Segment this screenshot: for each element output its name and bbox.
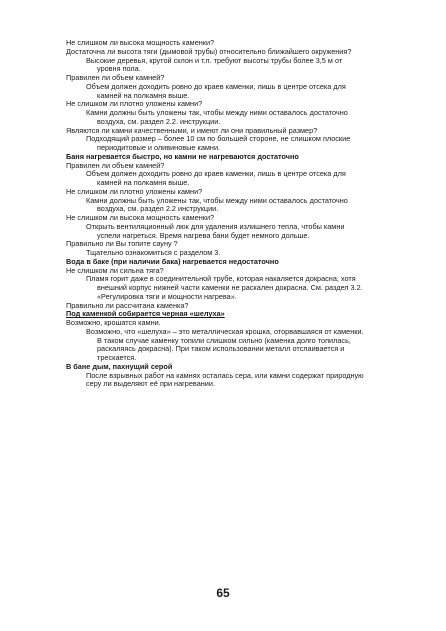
answer-line: серу ли выделяют её при нагревании.: [86, 379, 215, 389]
answer-line: успели нагреться. Время нагрева бани будет немного дольше.: [97, 230, 310, 240]
question-line: Не слишком ли сильна тяга?: [66, 265, 164, 275]
answer-line: В таком случае каменку топили слишком сильно (каменка долго топилась,: [97, 335, 351, 345]
answer-line: камней на полкамня выше.: [97, 90, 190, 100]
answer-line: Камни должны быть уложены так, чтобы между ними оставалось достаточно: [86, 195, 348, 205]
answer-line: раскаляясь докрасна). При таком использовании металл отслаивается и: [97, 344, 345, 354]
section-heading: В бане дым, пахнущий серой: [66, 361, 173, 371]
answer-line: Возможно, что «шелуха» – это металлическая крошка, оторвавшаяся от каменки.: [86, 326, 364, 336]
question-line: Являются ли камни качественными, и имеют ли они правильный размер?: [66, 125, 318, 135]
answer-line: Объем должен доходить ровно до краев каменки, лишь в центре отсека для: [86, 81, 346, 91]
section-heading: Вода в баке (при наличии бака) нагревается недостаточно: [66, 256, 279, 266]
page-number: 65: [216, 586, 230, 600]
answer-line: После взрывных работ на камнях осталась сера, или камни содержат природную: [86, 370, 364, 380]
answer-line: Открыть вентиляционный люк для удаления излишнего тепла, чтобы камни: [86, 221, 345, 231]
answer-line: воздуха, см. раздел 2.2. инструкции.: [97, 116, 221, 126]
answer-line: Подходящий размер – более 10 см по большей стороне, не слишком плоские: [86, 134, 351, 144]
answer-line: трескается.: [97, 353, 137, 362]
answer-line: Пламя горит даже в соединительной трубе, которая накаляется докрасна, хотя: [86, 274, 356, 284]
answer-line: периодитовые и оливиновые камни.: [97, 143, 221, 152]
answer-line: Тщательно ознакомиться с разделом 3.: [86, 248, 221, 257]
question-line: Правилен ли объем камней?: [66, 160, 165, 170]
question-line: Правилен ли объем камней?: [66, 73, 165, 82]
document-body: [66, 39, 396, 389]
question-line: Не слишком ли высока мощность каменки?: [66, 38, 215, 47]
question-line: Не слишком ли плотно уложены камни?: [66, 99, 203, 109]
question-line: Правильно ли Вы топите сауну ?: [66, 239, 178, 249]
answer-line: камней на полкамня выше.: [97, 178, 190, 187]
question-line: Возможно, крошатся камни.: [66, 318, 161, 327]
question-line: Не слишком ли плотно уложены камни?: [66, 186, 203, 196]
answer-line: Объем должен доходить ровно до краев каменки, лишь в центре отсека для: [86, 169, 346, 179]
answer-line: Высокие деревья, крутой склон и т.п. требуют высоты трубы более 3,5 м от: [86, 55, 343, 65]
answer-line: Камни должны быть уложены так, чтобы между ними оставалось достаточно: [86, 108, 348, 117]
section-heading: Под каменкой собирается черная «шелуха»: [66, 309, 225, 319]
answer-line: воздуха, см. раздел 2.2 инструкции.: [97, 204, 219, 214]
question-line: Правильно ли рассчитана каменка?: [66, 300, 189, 310]
answer-line: уровня пола.: [97, 64, 141, 74]
answer-line: внешний корпус нижней части каменки не раскален докрасна. См. раздел 3.2.: [97, 283, 363, 292]
question-line: Не слишком ли высока мощность каменки?: [66, 213, 215, 222]
question-line: Достаточна ли высота тяги (дымовой трубы) относительно ближайшего окружения?: [66, 46, 352, 56]
section-heading: Баня нагревается быстро, но камни не нагреваются достаточно: [66, 151, 299, 161]
answer-line: «Регулировка тяги и мощности нагрева».: [97, 291, 237, 301]
